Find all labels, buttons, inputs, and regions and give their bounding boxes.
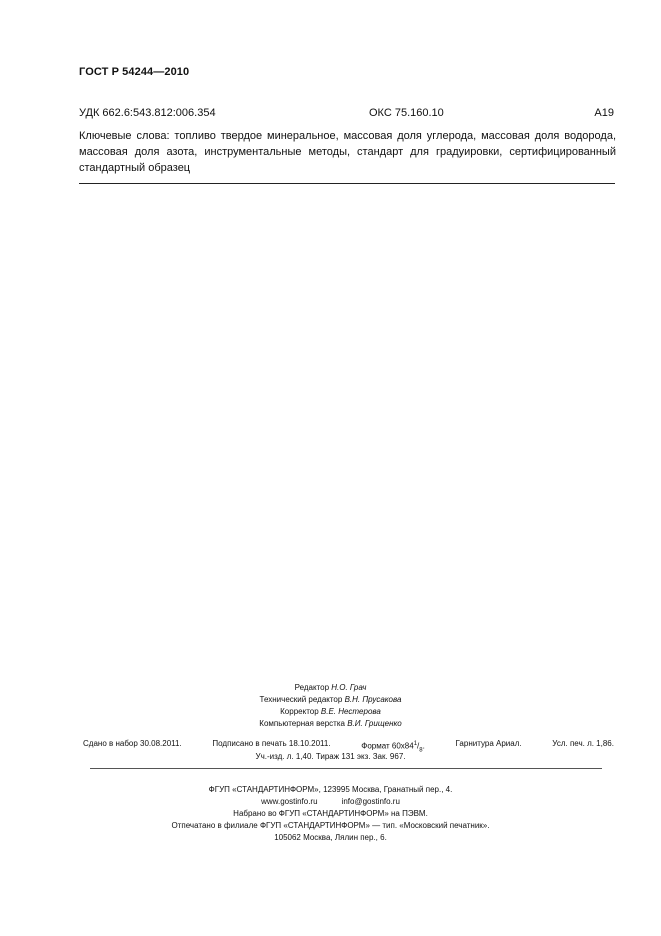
divider-top bbox=[79, 183, 615, 184]
credit-editor bbox=[0, 682, 661, 694]
signed-date: Подписано в печать 18.10.2011. bbox=[212, 739, 331, 748]
credit-proofreader bbox=[0, 706, 661, 718]
printed-note: Отпечатано в филиале ФГУП «СТАНДАРТИНФОРМ» — тип. «Московский печатник». bbox=[171, 821, 490, 830]
credit-tech-editor bbox=[0, 694, 661, 706]
credit-name: В.И. Грищенко bbox=[347, 719, 402, 728]
credit-name: В.Е. Нестерова bbox=[320, 707, 381, 716]
udk-code: УДК 662.6:543.812:006.354 bbox=[79, 107, 216, 119]
group-code: А19 bbox=[594, 107, 614, 119]
submitted-date: Сдано в набор 30.08.2011. bbox=[83, 739, 182, 748]
format-prefix: Формат 60х84 bbox=[361, 741, 414, 751]
publisher-block bbox=[0, 784, 661, 844]
typeset-note: Набрано во ФГУП «СТАНДАРТИНФОРМ» на ПЭВМ. bbox=[233, 809, 428, 818]
credit-name: В.Н. Прусакова bbox=[344, 695, 402, 704]
credit-name: Н.О. Грач bbox=[331, 683, 367, 692]
format-suffix: . bbox=[422, 741, 425, 751]
oks-code: ОКС 75.160.10 bbox=[369, 107, 444, 119]
publishing-sheets-run: Уч.-изд. л. 1,40. Тираж 131 экз. Зак. 967. bbox=[255, 752, 406, 761]
publisher-address: ФГУП «СТАНДАРТИНФОРМ», 123995 Москва, Гранатный пер., 4. bbox=[208, 785, 453, 794]
publisher-contacts bbox=[0, 796, 661, 808]
printer-address: 105062 Москва, Лялин пер., 6. bbox=[274, 833, 387, 842]
format-numerator: 1 bbox=[413, 741, 418, 747]
credit-role: Компьютерная верстка bbox=[259, 719, 345, 728]
publisher-email[interactable]: info@gostinfo.ru bbox=[341, 797, 400, 806]
divider-bottom bbox=[90, 768, 602, 769]
paper-format: Формат $60х84^1/_8$. bbox=[361, 741, 425, 754]
standard-code: ГОСТ Р 54244—2010 bbox=[79, 66, 190, 78]
format-denominator: 8 bbox=[419, 747, 423, 754]
credit-role: Корректор bbox=[280, 707, 319, 716]
credit-layout bbox=[0, 718, 661, 730]
publisher-website[interactable]: www.gostinfo.ru bbox=[261, 797, 318, 806]
typeface: Гарнитура Ариал. bbox=[455, 739, 522, 748]
print-sheets: Усл. печ. л. 1,86. bbox=[552, 739, 614, 748]
keywords-paragraph: Ключевые слова: топливо твердое минеральное, массовая доля углерода, массовая доля водорода, массовая доля азота, инструментальные методы, стандарт для градуировки, сертифицированный стандартный образец bbox=[79, 130, 616, 174]
credits-block bbox=[0, 682, 661, 730]
credit-role: Редактор bbox=[294, 683, 330, 692]
credit-role: Технический редактор bbox=[259, 695, 343, 704]
